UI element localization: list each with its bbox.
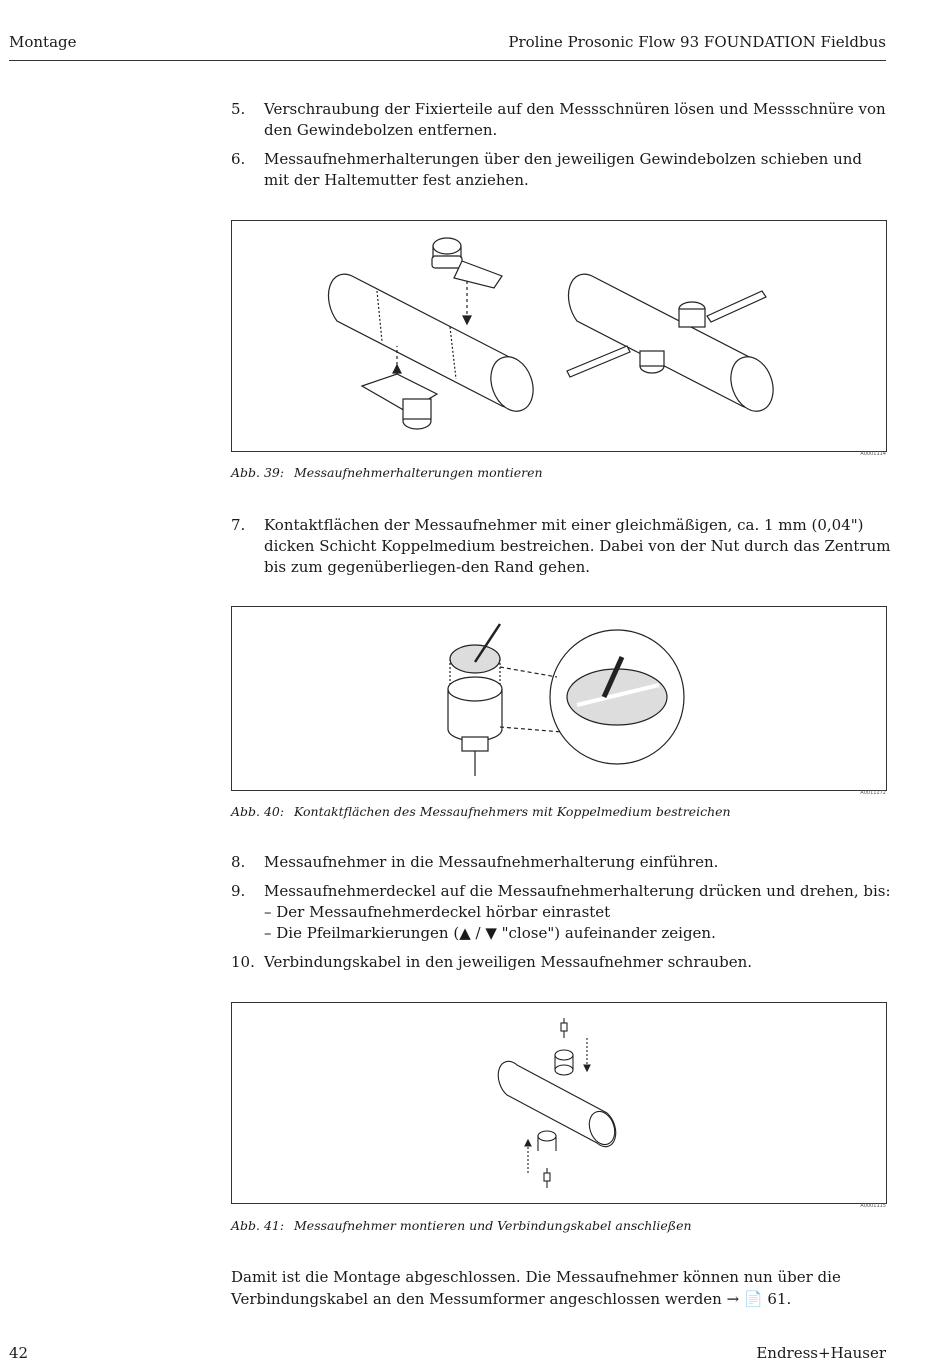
- step-5: [231, 99, 891, 141]
- step-main-text: Messaufnehmerdeckel auf die Messaufnehmerhalterung drücken und drehen, bis:: [264, 882, 891, 900]
- step-number: 10.: [231, 953, 255, 971]
- figure-code: A0001115: [860, 1203, 886, 1209]
- figure-40-illustration: [232, 607, 886, 790]
- figure-41-illustration: [232, 1003, 886, 1203]
- step-text: Messaufnehmer in die Messaufnehmerhalterung einführen.: [264, 853, 719, 871]
- header-divider: [9, 60, 886, 61]
- step-number: 6.: [231, 150, 246, 168]
- figure-caption-text: Messaufnehmerhalterungen montieren: [294, 465, 543, 480]
- figure-label: Abb. 40:: [231, 804, 285, 819]
- step-text: Verbindungskabel in den jeweiligen Messaufnehmer schrauben.: [264, 953, 753, 971]
- figure-caption-text: Kontaktflächen des Messaufnehmers mit Koppelmedium bestreichen: [294, 804, 731, 819]
- step-text: Verschraubung der Fixierteile auf den Messschnüren lösen und Messschnüre von den Gewindebolzen entfernen.: [264, 100, 886, 139]
- step-number: 8.: [231, 853, 246, 871]
- step-8: [231, 852, 891, 873]
- figure-code: A0011272: [860, 790, 886, 796]
- conclusion-text: Damit ist die Montage abgeschlossen. Die Messaufnehmer können nun über die Verbindungskabel an den Messumformer angeschlossen werden → 📄 61.: [231, 1268, 841, 1308]
- figure-caption-40: [231, 804, 731, 819]
- step-subitem: – Die Pfeilmarkierungen (▲ / ▼ "close") aufeinander zeigen.: [264, 924, 716, 942]
- figure-caption-41: [231, 1218, 692, 1233]
- step-text: Messaufnehmerhalterungen über den jeweiligen Gewindebolzen schieben und mit der Haltemutter fest anziehen.: [264, 150, 863, 189]
- figure-39-illustration: [232, 221, 886, 451]
- page-number: 42: [9, 1344, 29, 1362]
- figure-41: [231, 1002, 887, 1204]
- step-7: [231, 515, 891, 578]
- step-text: Kontaktflächen der Messaufnehmer mit einer gleichmäßigen, ca. 1 mm (0,04") dicken Schicht Koppelmedium bestreichen. Dabei von der Nut durch das Zentrum bis zum gegenüberliegen-den Rand gehen.: [264, 516, 891, 576]
- step-text: [264, 881, 891, 944]
- figure-code: A0001114: [860, 451, 886, 457]
- figure-caption-39: [231, 465, 543, 480]
- step-subitem: – Der Messaufnehmerdeckel hörbar einrastet: [264, 903, 611, 921]
- step-9: [231, 881, 891, 944]
- header-product: Proline Prosonic Flow 93 FOUNDATION Fieldbus: [508, 33, 886, 51]
- figure-label: Abb. 41:: [231, 1218, 285, 1233]
- header-section: Montage: [9, 33, 77, 51]
- step-number: 9.: [231, 882, 246, 900]
- figure-label: Abb. 39:: [231, 465, 285, 480]
- figure-40: [231, 606, 887, 791]
- footer-brand: Endress+Hauser: [756, 1344, 886, 1362]
- step-number: 7.: [231, 516, 246, 534]
- step-6: [231, 149, 891, 191]
- figure-caption-text: Messaufnehmer montieren und Verbindungskabel anschließen: [294, 1218, 692, 1233]
- step-10: [231, 952, 891, 973]
- figure-39: [231, 220, 887, 452]
- step-number: 5.: [231, 100, 246, 118]
